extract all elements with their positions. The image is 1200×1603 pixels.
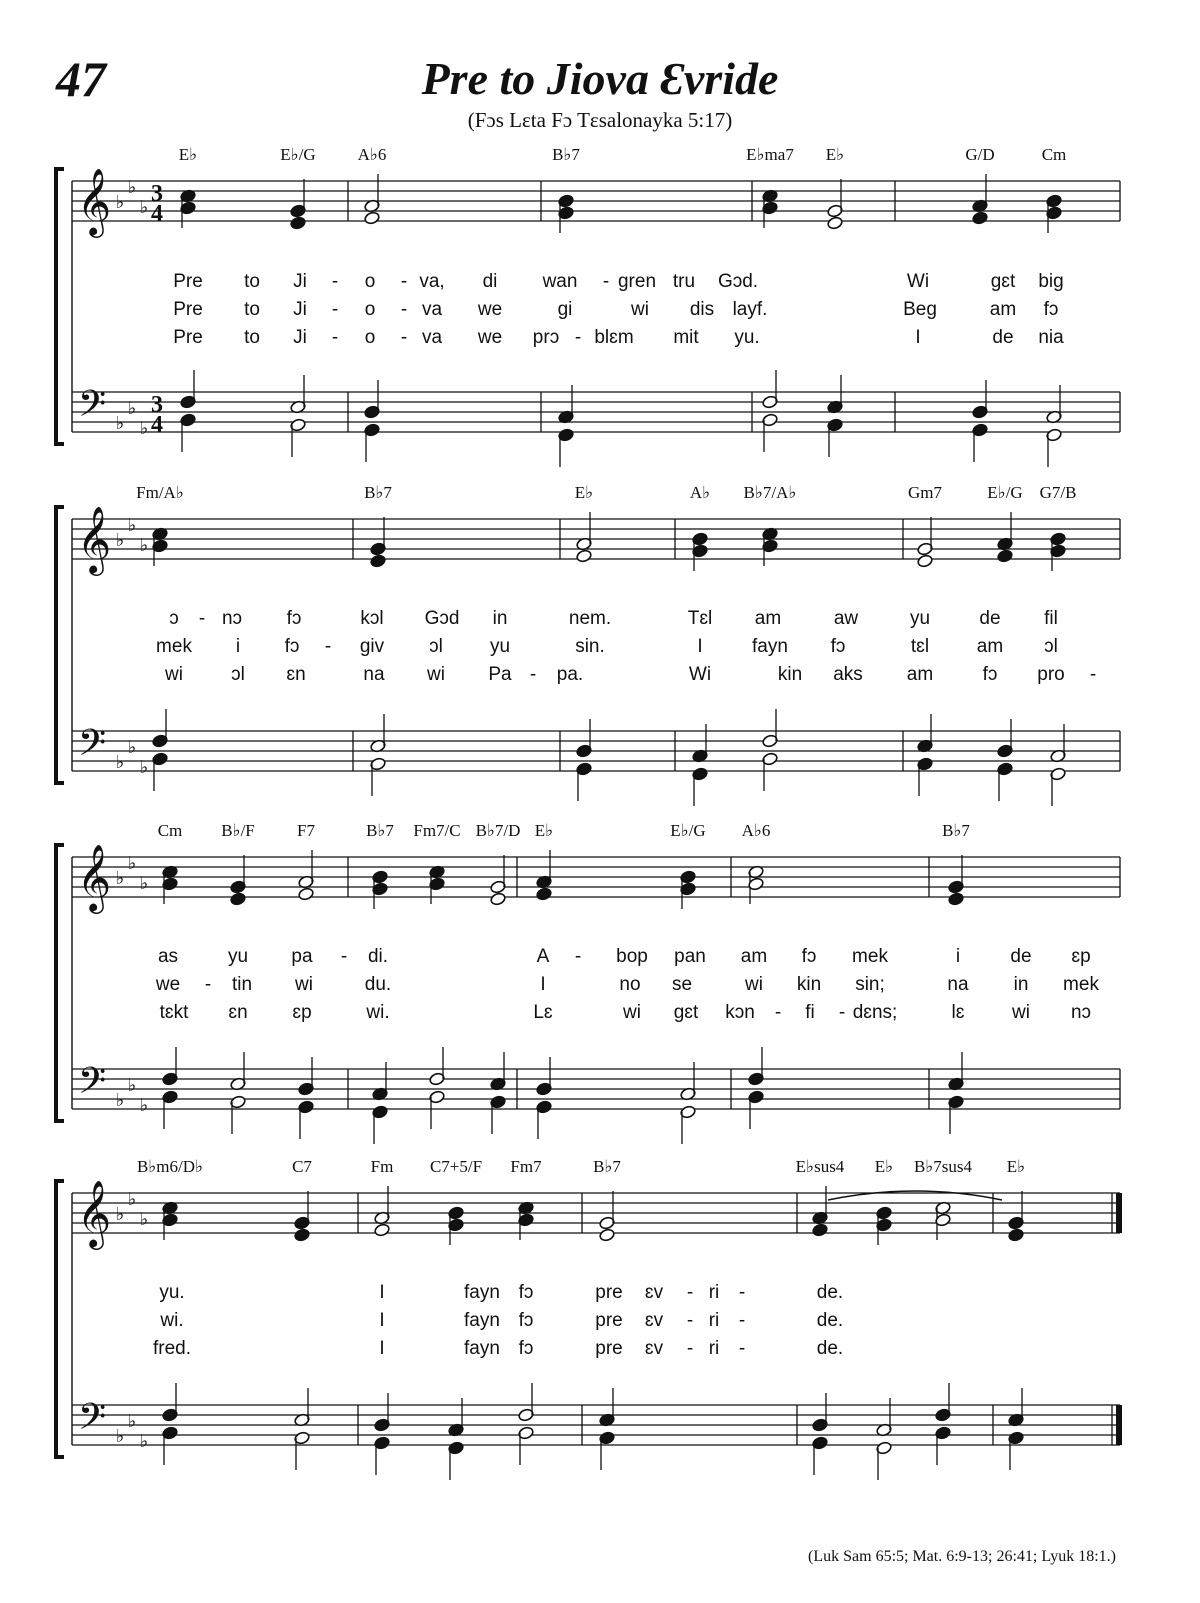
lyric-syllable: pre — [595, 1282, 623, 1303]
lyric-syllable: wan — [542, 271, 578, 292]
chord-symbol: E♭ — [534, 821, 554, 840]
lyric-syllable: o — [364, 271, 376, 292]
lyric-syllable: va — [421, 299, 443, 320]
lyric-syllable: Wi — [906, 271, 930, 292]
lyric-syllable: - — [529, 664, 537, 685]
chord-symbol: B♭7/D — [475, 821, 521, 840]
lyric-syllable: wi — [623, 1002, 641, 1023]
lyric-syllable: de — [992, 327, 1014, 348]
lyric-syllable: kin — [796, 974, 822, 995]
final-bar-line — [1116, 1405, 1122, 1445]
lyric-syllable: ri — [708, 1338, 720, 1359]
treble-clef-icon: 𝄞 — [76, 505, 112, 573]
note-head — [536, 887, 553, 901]
lyric-syllable: fi — [805, 1002, 815, 1023]
lyric-syllable: ri — [708, 1310, 720, 1331]
bass-clef-icon: 𝄢 — [77, 383, 107, 434]
lyric-syllable: de. — [816, 1310, 844, 1331]
chord-symbol: B♭m6/D♭ — [136, 1157, 204, 1176]
lyric-syllable: va — [421, 327, 443, 348]
lyric-syllable: fɔ — [830, 636, 846, 657]
chord-symbol: E♭ma7 — [746, 145, 794, 164]
lyric-syllable: mek — [852, 946, 888, 967]
lyric-syllable: I — [697, 636, 703, 657]
treble-clef-icon: 𝄞 — [76, 843, 112, 911]
lyric-syllable: di. — [367, 946, 389, 967]
lyric-syllable: nia — [1038, 327, 1064, 348]
lyric-syllable: am — [976, 636, 1004, 657]
lyric-syllable: Lɛ — [533, 1002, 553, 1023]
lyric-syllable: wi — [631, 299, 649, 320]
lyric-syllable: sin. — [575, 636, 605, 657]
lyric-syllable: wi — [1012, 1002, 1030, 1023]
flat-icon: ♭ — [127, 1189, 137, 1210]
lyric-syllable: fayn — [464, 1310, 500, 1331]
note-head — [997, 549, 1014, 563]
lyric-syllable: wi — [745, 974, 763, 995]
system-bracket — [56, 845, 64, 1121]
lyric-syllable: fɔ — [518, 1310, 534, 1331]
flat-icon: ♭ — [139, 757, 149, 778]
lyric-syllable: mek — [156, 636, 192, 657]
lyric-syllable: - — [738, 1338, 746, 1359]
lyric-syllable: - — [574, 946, 582, 967]
lyric-syllable: yu — [489, 636, 511, 657]
note-head — [294, 1228, 311, 1242]
system-bracket — [56, 1181, 64, 1457]
lyric-syllable: ɛv — [644, 1338, 664, 1359]
bass-clef-icon: 𝄢 — [77, 1060, 107, 1111]
lyric-syllable: - — [400, 327, 408, 348]
hymn-subtitle: (Fɔs Lɛta Fɔ Tɛsalonayka 5:17) — [467, 108, 733, 132]
lyric-syllable: - — [198, 608, 206, 629]
chord-symbol: E♭/G — [280, 145, 316, 164]
lyric-syllable: Gɔd — [424, 608, 460, 629]
flat-icon: ♭ — [115, 413, 125, 434]
treble-clef-icon: 𝄞 — [76, 1179, 112, 1247]
lyric-syllable: I — [379, 1338, 385, 1359]
lyric-syllable: pro — [1037, 664, 1065, 685]
lyric-syllable: na — [947, 974, 969, 995]
note-head — [1008, 1228, 1025, 1242]
lyric-syllable: nɔ — [1070, 1002, 1092, 1023]
lyric-syllable: ɛn — [228, 1002, 248, 1023]
lyric-syllable: fɔ — [801, 946, 817, 967]
lyric-syllable: du. — [364, 974, 392, 995]
lyric-syllable: ɛv — [644, 1310, 664, 1331]
note-head — [298, 887, 315, 901]
lyric-syllable: di — [482, 271, 498, 292]
lyric-syllable: pa. — [556, 664, 584, 685]
lyric-syllable: A — [536, 946, 550, 967]
chord-symbol: E♭ — [178, 145, 198, 164]
chord-symbol: B♭7 — [552, 145, 580, 164]
lyric-syllable: ɔl — [429, 636, 443, 657]
chord-symbol: Fm7/C — [413, 821, 461, 840]
lyric-syllable: aw — [833, 608, 859, 629]
lyric-syllable: we — [155, 974, 181, 995]
flat-icon: ♭ — [127, 177, 137, 198]
lyric-syllable: to — [244, 327, 260, 348]
lyric-syllable: - — [738, 1310, 746, 1331]
time-signature-top: 3 — [151, 181, 163, 207]
lyric-syllable: Ji — [293, 299, 307, 320]
note-head — [576, 549, 593, 563]
hymn-number: 47 — [56, 51, 106, 107]
lyric-syllable: fred. — [152, 1338, 192, 1359]
lyric-syllable: Tɛl — [687, 608, 713, 629]
note-head — [812, 1223, 829, 1237]
lyric-syllable: mek — [1063, 974, 1099, 995]
lyric-syllable: tɛkt — [159, 1002, 189, 1023]
lyric-syllable: na — [363, 664, 385, 685]
lyric-syllable: - — [324, 636, 332, 657]
lyric-syllable: dis — [689, 299, 715, 320]
chord-symbol: C7+5/F — [429, 1157, 483, 1176]
flat-icon: ♭ — [115, 868, 125, 889]
lyric-syllable: fayn — [464, 1282, 500, 1303]
lyric-syllable: am — [740, 946, 768, 967]
lyric-syllable: - — [331, 299, 339, 320]
lyric-syllable: pre — [595, 1310, 623, 1331]
lyric-syllable: - — [331, 271, 339, 292]
lyric-syllable: yu. — [734, 327, 760, 348]
flat-icon: ♭ — [139, 197, 149, 218]
lyric-syllable: ɔ — [169, 608, 179, 629]
lyric-syllable: nɔ — [221, 608, 243, 629]
hymn-title: Pre to Jiova Ɛvride — [421, 53, 779, 104]
chord-symbol: B♭7 — [366, 821, 394, 840]
chord-symbol: Fm7 — [510, 1157, 542, 1176]
lyric-syllable: ɛv — [644, 1282, 664, 1303]
lyric-syllable: dɛns; — [852, 1002, 898, 1023]
lyric-syllable: pan — [674, 946, 706, 967]
lyric-syllable: kin — [777, 664, 803, 685]
flat-icon: ♭ — [115, 1426, 125, 1447]
note-head — [827, 216, 844, 230]
lyric-syllable: ɛp — [292, 1002, 312, 1023]
chord-symbol: Gm7 — [908, 483, 942, 502]
chord-symbol: E♭ — [874, 1157, 894, 1176]
time-signature-bottom: 4 — [151, 412, 163, 438]
flat-icon: ♭ — [115, 192, 125, 213]
lyric-syllable: sin; — [855, 974, 885, 995]
lyric-syllable: lɛ — [951, 1002, 965, 1023]
lyric-syllable: prɔ — [532, 327, 560, 348]
lyric-syllable: - — [1089, 664, 1097, 685]
lyric-syllable: I — [379, 1282, 385, 1303]
lyric-syllable: kɔn — [725, 1002, 755, 1023]
chord-symbol: B♭7 — [942, 821, 970, 840]
chord-symbol: G7/B — [1039, 483, 1077, 502]
lyric-syllable: gren — [617, 271, 657, 292]
chord-symbol: E♭/G — [670, 821, 706, 840]
lyric-syllable: fɔ — [518, 1282, 534, 1303]
lyric-syllable: - — [686, 1282, 694, 1303]
bass-clef-icon: 𝄢 — [77, 1396, 107, 1447]
lyric-syllable: pa — [291, 946, 313, 967]
lyric-syllable: giv — [359, 636, 385, 657]
flat-icon: ♭ — [115, 1090, 125, 1111]
lyric-syllable: in — [492, 608, 508, 629]
lyric-syllable: in — [1013, 974, 1029, 995]
chord-symbol: F7 — [297, 821, 315, 840]
lyric-syllable: - — [340, 946, 348, 967]
lyric-syllable: tɛl — [910, 636, 930, 657]
lyric-syllable: wi — [427, 664, 445, 685]
flat-icon: ♭ — [127, 515, 137, 536]
note-head — [374, 1223, 391, 1237]
lyric-syllable: ɛn — [286, 664, 306, 685]
flat-icon: ♭ — [139, 418, 149, 439]
note-head — [599, 1228, 616, 1242]
lyric-syllable: fɔ — [518, 1338, 534, 1359]
flat-icon: ♭ — [127, 398, 137, 419]
lyric-syllable: yu — [227, 946, 249, 967]
lyric-syllable: - — [686, 1310, 694, 1331]
lyric-syllable: o — [364, 299, 376, 320]
lyric-syllable: gɛt — [673, 1002, 699, 1023]
lyric-syllable: nem. — [568, 608, 612, 629]
flat-icon: ♭ — [139, 1209, 149, 1230]
chord-symbol: B♭7 — [364, 483, 392, 502]
chord-symbol: Cm — [1041, 145, 1067, 164]
flat-icon: ♭ — [127, 737, 137, 758]
lyric-syllable: o — [364, 327, 376, 348]
lyric-syllable: kɔl — [360, 608, 384, 629]
flat-icon: ♭ — [139, 1431, 149, 1452]
lyric-syllable: - — [331, 327, 339, 348]
chord-symbol: E♭ — [574, 483, 594, 502]
note-head — [917, 554, 934, 568]
chord-symbol: B♭7sus4 — [913, 1157, 973, 1176]
lyric-syllable: gɛt — [990, 271, 1016, 292]
lyric-syllable: to — [244, 299, 260, 320]
lyric-syllable: am — [989, 299, 1017, 320]
lyric-syllable: I — [379, 1310, 385, 1331]
lyric-syllable: - — [738, 1282, 746, 1303]
lyric-syllable: wi. — [160, 1310, 184, 1331]
flat-icon: ♭ — [139, 1095, 149, 1116]
lyric-syllable: i — [235, 636, 241, 657]
lyric-syllable: wi — [295, 974, 313, 995]
lyric-syllable: - — [838, 1002, 846, 1023]
lyric-syllable: Pa — [488, 664, 512, 685]
lyric-syllable: fil — [1044, 608, 1058, 629]
flat-icon: ♭ — [127, 1075, 137, 1096]
chord-symbol: Fm — [370, 1157, 394, 1176]
time-signature-bottom: 4 — [151, 201, 163, 227]
scripture-references: (Luk Sam 65:5; Mat. 6:9-13; 26:41; Lyuk 18:1.) — [808, 1548, 1116, 1565]
chord-symbol: G/D — [965, 145, 995, 164]
lyric-syllable: aks — [833, 664, 863, 685]
flat-icon: ♭ — [115, 530, 125, 551]
treble-clef-icon: 𝄞 — [76, 167, 112, 235]
system-bracket — [56, 169, 64, 444]
lyric-syllable: fɔ — [982, 664, 998, 685]
flat-icon: ♭ — [115, 752, 125, 773]
chord-symbol: B♭7/A♭ — [743, 483, 797, 502]
lyric-syllable: ɔl — [1044, 636, 1058, 657]
flat-icon: ♭ — [139, 873, 149, 894]
note-head — [230, 892, 247, 906]
lyric-syllable: Ji — [293, 271, 307, 292]
chord-symbol: E♭ — [1006, 1157, 1026, 1176]
lyric-syllable: Beg — [903, 299, 937, 320]
lyric-syllable: am — [906, 664, 934, 685]
lyric-syllable: - — [400, 299, 408, 320]
chord-symbol: E♭ — [825, 145, 845, 164]
lyric-syllable: fɔ — [286, 608, 302, 629]
lyric-syllable: Gɔd. — [717, 271, 759, 292]
flat-icon: ♭ — [127, 1411, 137, 1432]
lyric-syllable: se — [671, 974, 693, 995]
note-head — [370, 554, 387, 568]
lyric-syllable: we — [477, 299, 503, 320]
lyric-syllable: Ji — [293, 327, 307, 348]
lyric-syllable: Pre — [173, 271, 203, 292]
chord-symbol: A♭6 — [357, 145, 387, 164]
lyric-syllable: we — [477, 327, 503, 348]
flat-icon: ♭ — [139, 535, 149, 556]
lyric-syllable: Pre — [173, 299, 203, 320]
lyric-syllable: ri — [708, 1282, 720, 1303]
lyric-syllable: fɔ — [284, 636, 300, 657]
lyric-syllable: - — [204, 974, 212, 995]
chord-symbol: A♭6 — [741, 821, 771, 840]
lyric-syllable: blɛm — [594, 327, 634, 348]
lyric-syllable: - — [574, 327, 582, 348]
note-head — [972, 211, 989, 225]
lyric-syllable: tru — [672, 271, 696, 292]
lyric-syllable: mit — [673, 327, 699, 348]
bass-clef-icon: 𝄢 — [77, 722, 107, 773]
final-bar-line — [1116, 1193, 1122, 1233]
system-bracket — [56, 507, 64, 783]
lyric-syllable: yu. — [159, 1282, 185, 1303]
lyric-syllable: Pre — [173, 327, 203, 348]
chord-symbol: E♭/G — [987, 483, 1023, 502]
chord-symbol: B♭7 — [593, 1157, 621, 1176]
lyric-syllable: wi. — [366, 1002, 390, 1023]
lyric-syllable: I — [915, 327, 921, 348]
lyric-syllable: big — [1038, 271, 1064, 292]
flat-icon: ♭ — [127, 853, 137, 874]
lyric-syllable: de. — [816, 1282, 844, 1303]
chord-symbol: C7 — [292, 1157, 312, 1176]
lyric-syllable: - — [602, 271, 610, 292]
lyric-syllable: wi — [165, 664, 183, 685]
lyric-syllable: - — [774, 1002, 782, 1023]
time-signature-top: 3 — [151, 392, 163, 418]
lyric-syllable: ɛp — [1071, 946, 1091, 967]
lyric-syllable: - — [686, 1338, 694, 1359]
lyric-syllable: fayn — [752, 636, 788, 657]
lyric-syllable: tin — [231, 974, 253, 995]
lyric-syllable: bop — [616, 946, 648, 967]
lyric-syllable: gi — [557, 299, 573, 320]
lyric-syllable: layf. — [732, 299, 768, 320]
lyric-syllable: fayn — [464, 1338, 500, 1359]
lyric-syllable: de. — [816, 1338, 844, 1359]
lyric-syllable: ɔl — [231, 664, 245, 685]
note-head — [290, 216, 307, 230]
tie — [828, 1191, 1002, 1200]
lyric-syllable: as — [157, 946, 179, 967]
lyric-syllable: va, — [419, 271, 445, 292]
lyric-syllable: - — [400, 271, 408, 292]
chord-symbol: Fm/A♭ — [136, 483, 184, 502]
chord-symbol: B♭/F — [221, 821, 255, 840]
lyric-syllable: I — [540, 974, 546, 995]
lyric-syllable: yu — [909, 608, 931, 629]
chord-symbol: Cm — [157, 821, 183, 840]
flat-icon: ♭ — [115, 1204, 125, 1225]
lyric-syllable: am — [754, 608, 782, 629]
note-head — [364, 211, 381, 225]
lyric-syllable: Wi — [688, 664, 712, 685]
lyric-syllable: de — [1010, 946, 1032, 967]
chord-symbol: E♭sus4 — [795, 1157, 845, 1176]
lyric-syllable: no — [619, 974, 641, 995]
lyric-syllable: i — [955, 946, 961, 967]
chord-symbol: A♭ — [689, 483, 711, 502]
lyric-syllable: de — [979, 608, 1001, 629]
lyric-syllable: pre — [595, 1338, 623, 1359]
note-head — [948, 892, 965, 906]
lyric-syllable: fɔ — [1043, 299, 1059, 320]
note-head — [490, 892, 507, 906]
lyric-syllable: to — [244, 271, 260, 292]
